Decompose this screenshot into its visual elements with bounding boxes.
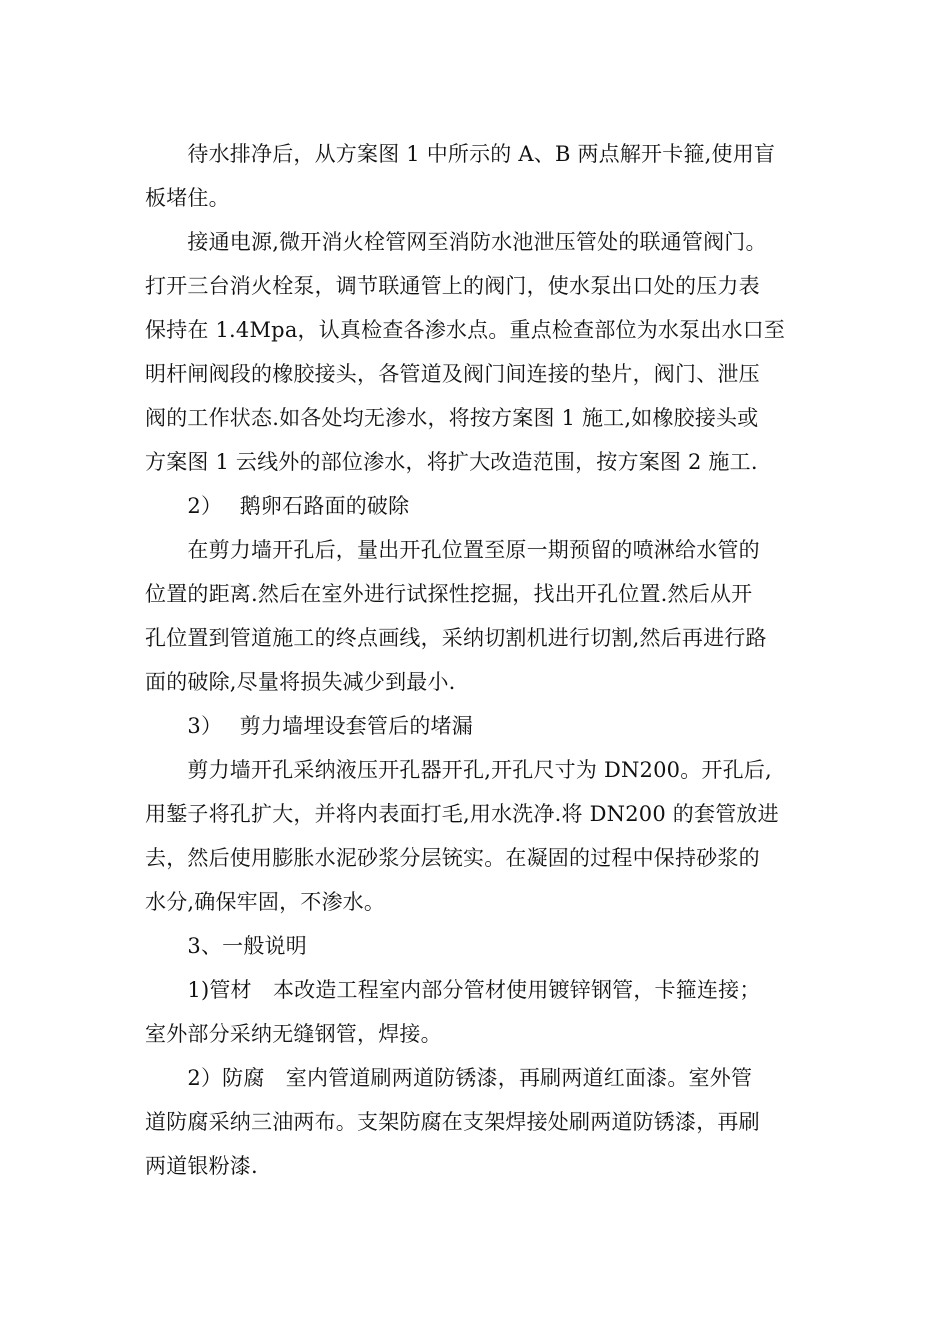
text-line: 道防腐采纳三油两布。支架防腐在支架焊接处刷两道防锈漆，再刷	[145, 1110, 760, 1134]
text-line: 阀的工作状态.如各处均无渗水，将按方案图 1 施工,如橡胶接头或	[145, 406, 759, 430]
text-line: 用錾子将孔扩大，并将内表面打毛,用水洗净.将 DN200 的套管放进	[145, 802, 779, 826]
text-line: 接通电源,微开消火栓管网至消防水池泄压管处的联通管阀门。	[145, 230, 767, 254]
section-heading: 3、一般说明	[145, 934, 307, 958]
text-line: 剪力墙开孔采纳液压开孔器开孔,开孔尺寸为 DN200。开孔后,	[145, 758, 772, 782]
text-line: 孔位置到管道施工的终点画线，采纳切割机进行切割,然后再进行路	[145, 626, 767, 650]
text-line: 面的破除,尽量将损失减少到最小.	[145, 670, 456, 694]
text-line: 保持在 1.4Mpa，认真检查各渗水点。重点检查部位为水泵出水口至	[145, 318, 786, 342]
text-line: 打开三台消火栓泵，调节联通管上的阀门，使水泵出口处的压力表	[145, 274, 760, 298]
text-line: 方案图 1 云线外的部位渗水，将扩大改造范围，按方案图 2 施工.	[145, 450, 758, 474]
text-line: 板堵住。	[145, 186, 230, 210]
text-line: 在剪力墙开孔后，量出开孔位置至原一期预留的喷淋给水管的	[145, 538, 760, 562]
section-heading: 2） 鹅卵石路面的破除	[145, 494, 410, 518]
text-line: 位置的距离.然后在室外进行试探性挖掘，找出开孔位置.然后从开	[145, 582, 753, 606]
text-line: 去，然后使用膨胀水泥砂浆分层铳实。在凝固的过程中保持砂浆的	[145, 846, 760, 870]
text-line: 两道银粉漆.	[145, 1154, 258, 1178]
text-line: 水分,确保牢固，不渗水。	[145, 890, 386, 914]
text-line: 1)管材 本改造工程室内部分管材使用镀锌钢管，卡箍连接；	[145, 978, 761, 1002]
section-heading: 3） 剪力墙埋设套管后的堵漏	[145, 714, 473, 738]
text-line: 2）防腐 室内管道刷两道防锈漆，再刷两道红面漆。室外管	[145, 1066, 753, 1090]
text-line: 待水排净后，从方案图 1 中所示的 A、B 两点解开卡箍,使用盲	[145, 142, 776, 166]
text-line: 室外部分采纳无缝钢管，焊接。	[145, 1022, 442, 1046]
text-line: 明杆闸阀段的橡胶接头，各管道及阀门间连接的垫片，阀门、泄压	[145, 362, 760, 386]
